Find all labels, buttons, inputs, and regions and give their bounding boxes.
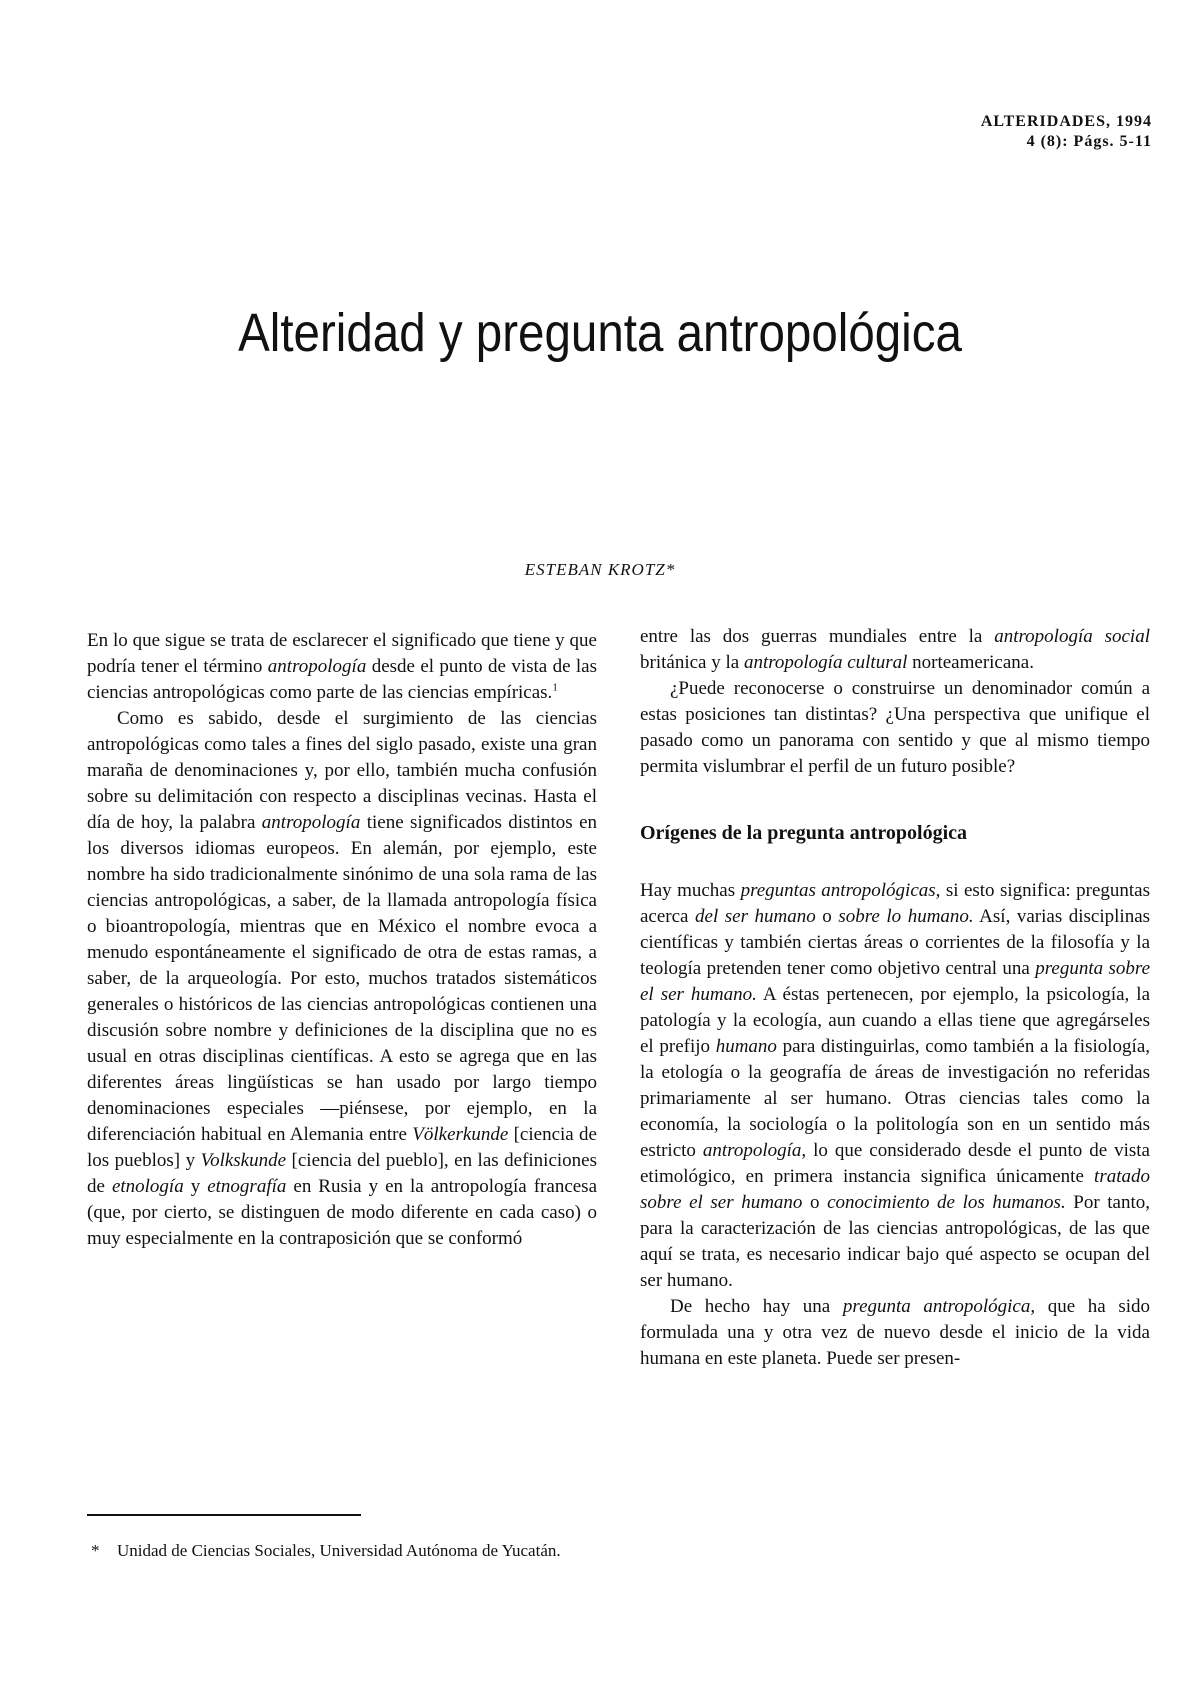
- paragraph: ¿Puede reconocerse o construirse un denominador común a estas posiciones tan distintas? ¿Una perspectiva que unifique el pasado como un panorama con sentido y que al mismo tiempo permita vislumbrar el perfil de un futuro posible?: [640, 678, 1150, 777]
- right-column: [640, 624, 1150, 1372]
- author-name: ESTEBAN KROTZ*: [524, 560, 676, 579]
- italic-term: antropología social: [994, 626, 1150, 647]
- paragraph: [640, 624, 1150, 676]
- italic-term: antropología: [261, 812, 361, 833]
- italic-term: antropología cultural: [743, 652, 908, 673]
- journal-name: ALTERIDADES, 1994: [980, 113, 1152, 130]
- text-run: británica y la: [640, 652, 744, 673]
- left-column: [87, 628, 597, 1252]
- italic-term: Volkskunde: [200, 1150, 287, 1171]
- issue-pages: 4 (8): Págs. 5-11: [1026, 133, 1152, 150]
- text-run: si esto significa: preguntas acerca: [640, 880, 1150, 927]
- paragraph: [640, 878, 1150, 1294]
- text-run: o: [815, 906, 839, 927]
- footnote-text: Unidad de Ciencias Sociales, Universidad Autónoma de Yucatán.: [117, 1541, 561, 1560]
- italic-term: antropología,: [702, 1140, 807, 1161]
- italic-term: sobre lo humano.: [838, 906, 974, 927]
- text-run: en Rusia y en la antropología francesa (que, por cierto, se distinguen de modo diferente en cada caso) o muy especialmente en la contraposición que se conformó: [87, 1176, 598, 1249]
- italic-term: Völkerkunde: [412, 1124, 509, 1145]
- text-run: para distinguirlas, como también a la fisiología, la etología o la geografía de áreas de investigación no referidas primariamente al ser humano. Otras ciencias tales como la economía, la sociología o la politología son en un sentido más estricto: [640, 1036, 1151, 1161]
- italic-term: pregunta sobre el ser humano.: [640, 958, 1150, 1005]
- text-run: tiene significados distintos en los diversos idiomas europeos. En alemán, por ejemplo, este nombre ha sido tradicionalmente sinónimo de una sola rama de las ciencias antropológicas, a saber, de la llamada antropología física o bioantropología, mientras que en México el nombre evoca a menudo espontáneamente el significado de otra de estas ramas, a saber, de la arqueología. Por esto, muchos tratados sistemáticos generales o históricos de las ciencias antropológicas contienen una discusión sobre nombre y definiciones de la disciplina que no es usual en otras disciplinas científicas. A esto se agrega que en las diferentes áreas lingüísticas se han usado por largo tiempo denominaciones especiales —piénsese, por ejemplo, en la diferenciación habitual en Alemania entre: [87, 812, 598, 1145]
- text-run: Así, varias disciplinas científicas y también ciertas áreas o corrientes de la filosofía y la teología pretenden tener como objetivo central una: [640, 906, 1151, 979]
- text-run: Como es sabido, desde el surgimiento de las ciencias antropológicas como tales a fines del siglo pasado, existe una gran maraña de denominaciones y, por ello, también mucha confusión sobre su delimitación con respecto a disciplinas vecinas. Hasta el día de hoy, la palabra: [87, 708, 597, 833]
- text-run: De hecho hay una: [670, 1296, 843, 1317]
- text-run: o: [802, 1192, 828, 1213]
- text-run: entre las dos guerras mundiales entre la: [640, 626, 995, 647]
- journal-header: [981, 112, 1152, 152]
- text-run: lo que considerado desde el punto de vista etimológico, en primera instancia significa únicamente: [640, 1140, 1150, 1187]
- text-run: desde el punto de vista de las ciencias antropológicas como parte de las ciencias empíricas.: [87, 656, 598, 703]
- text-run: norteamericana.: [907, 652, 1034, 673]
- text-run: que ha sido formulada una y otra vez de nuevo desde el inicio de la vida humana en este planeta. Puede ser presen-: [640, 1296, 1151, 1369]
- italic-term: preguntas antropológicas,: [740, 880, 941, 901]
- italic-term: tratado sobre el ser humano: [640, 1166, 1150, 1213]
- paragraph: [640, 1294, 1150, 1372]
- text-run: En lo que sigue se trata de esclarecer el significado que tiene y que podría tener el término: [87, 630, 597, 677]
- italic-term: del ser humano: [695, 906, 816, 927]
- text-run: Por tanto, para la caracterización de las ciencias antropológicas, de las que aquí se trata, es necesario indicar bajo qué aspecto se ocupan del ser humano.: [640, 1192, 1151, 1291]
- italic-term: humano: [715, 1036, 777, 1057]
- italic-term: pregunta antropológica,: [842, 1296, 1036, 1317]
- footnote-divider: [87, 1514, 361, 1516]
- article-title: Alteridad y pregunta antropológica: [238, 303, 962, 363]
- text-run: Hay muchas: [640, 880, 741, 901]
- section-heading: Orígenes de la pregunta antropológica: [640, 822, 968, 844]
- footnote: [87, 1540, 597, 1562]
- italic-term: conocimiento de los humanos.: [827, 1192, 1066, 1213]
- italic-term: etnografía: [207, 1176, 287, 1197]
- italic-term: antropología: [267, 656, 367, 677]
- italic-term: etnología: [111, 1176, 184, 1197]
- paragraph: [87, 706, 597, 1252]
- footnote-ref: 1: [552, 681, 558, 694]
- text-run: y: [183, 1176, 208, 1197]
- text-run: [ciencia del pueblo], en las definiciones de: [87, 1150, 598, 1197]
- text-run: [ciencia de los pueblos] y: [87, 1124, 597, 1171]
- footnote-mark: *: [91, 1541, 100, 1560]
- paragraph: [87, 628, 597, 706]
- text-run: A éstas pertenecen, por ejemplo, la psicología, la patología y la ecología, aun cuando a ellas tiene que agregárseles el prefijo: [640, 984, 1150, 1057]
